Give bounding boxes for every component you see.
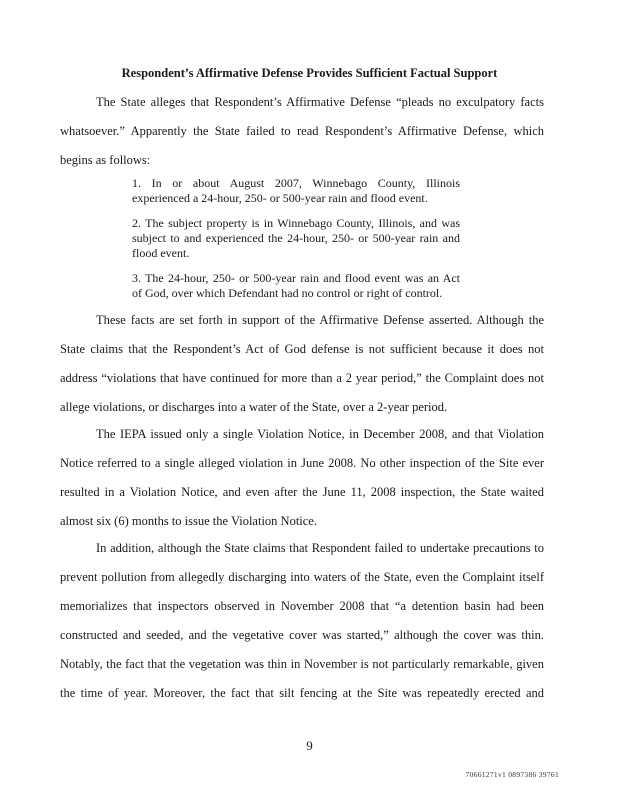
paragraph-facts-set-forth <box>60 306 544 422</box>
text-line: memorializes that inspectors observed in November 2008 that “a detention basin had been <box>60 599 544 613</box>
text-line: 1. In or about August 2007, Winnebago County, Illinois <box>132 176 460 190</box>
text-line: flood event. <box>132 246 190 260</box>
text-line: the time of year. Moreover, the fact that silt fencing at the Site was repeatedly erected and <box>60 686 544 700</box>
text-line: whatsoever.” Apparently the State failed to read Respondent’s Affirmative Defense, which <box>60 124 544 138</box>
text-line: address “violations that have continued for more than a 2 year period,” the Complaint does not <box>60 371 544 385</box>
text-line: resulted in a Violation Notice, and even after the June 11, 2008 inspection, the State waited <box>60 485 544 499</box>
paragraph-precautions <box>60 534 544 708</box>
section-heading: Respondent’s Affirmative Defense Provides Sufficient Factual Support <box>121 66 498 80</box>
text-line: Notably, the fact that the vegetation was thin in November is not particularly remarkable, given <box>60 657 544 671</box>
text-line: These facts are set forth in support of the Affirmative Defense asserted. Although the <box>96 313 544 327</box>
text-line: begins as follows: <box>60 153 151 167</box>
text-line: experienced a 24-hour, 250- or 500-year rain and flood event. <box>132 191 428 205</box>
text-line: of God, over which Defendant had no control or right of control. <box>132 286 443 300</box>
text-line: constructed and seeded, and the vegetative cover was started,” although the cover was thin. <box>60 628 544 642</box>
text-line: The IEPA issued only a single Violation Notice, in December 2008, and that Violation <box>96 427 544 441</box>
text-line: 3. The 24-hour, 250- or 500-year rain and flood event was an Act <box>132 271 460 285</box>
quoted-defense-item-2 <box>132 216 460 261</box>
page-number: 9 <box>306 738 313 753</box>
text-line: In addition, although the State claims that Respondent failed to undertake precautions to <box>96 541 544 555</box>
text-line: Notice referred to a single alleged violation in June 2008. No other inspection of the Site ever <box>60 456 544 470</box>
text-line: 2. The subject property is in Winnebago County, Illinois, and was <box>132 216 460 230</box>
paragraph-iepa-notice <box>60 420 544 536</box>
text-line: State claims that the Respondent’s Act of God defense is not sufficient because it does not <box>60 342 544 356</box>
paragraph-state-alleges <box>60 88 544 175</box>
text-line: almost six (6) months to issue the Violation Notice. <box>60 514 317 528</box>
document-id: 70661271v1 0897386 39761 <box>465 770 559 779</box>
quoted-defense-item-3 <box>132 271 460 301</box>
quoted-defense-item-1 <box>132 176 460 206</box>
text-line: prevent pollution from allegedly discharging into waters of the State, even the Complaint itself <box>60 570 544 584</box>
text-line: allege violations, or discharges into a water of the State, over a 2-year period. <box>60 400 448 414</box>
text-line: The State alleges that Respondent’s Affirmative Defense “pleads no exculpatory facts <box>96 95 544 109</box>
text-line: subject to and experienced the 24-hour, 250- or 500-year rain and <box>132 231 460 245</box>
